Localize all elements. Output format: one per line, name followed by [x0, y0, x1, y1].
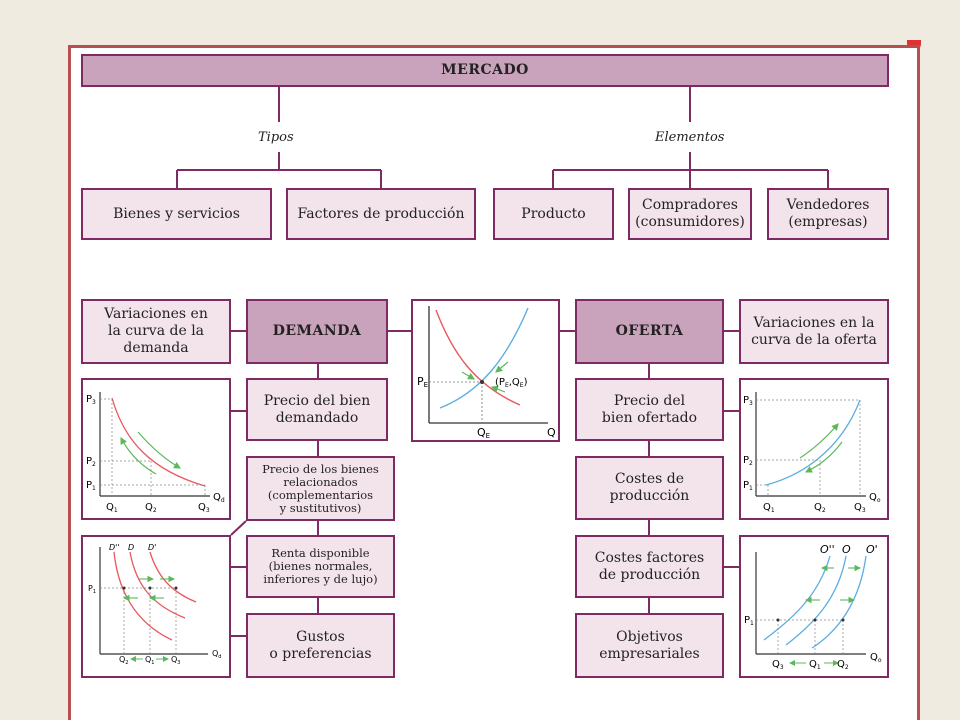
demand-move-p1: $P_1$ [86, 480, 96, 492]
supply-move-curve [766, 400, 860, 485]
supply-shift-curve-oo [812, 556, 866, 648]
demanda-renta-box: Renta disponible (bienes normales, inferiores y de lujo) [246, 535, 395, 598]
oferta-precio-box: Precio del bien ofertado [575, 378, 724, 441]
demanda-box: DEMANDA [246, 299, 388, 364]
supply-move-p3: $P_3$ [743, 395, 753, 407]
demand-move-chart [86, 392, 225, 514]
supply-shift-point-1 [777, 619, 780, 622]
elemento-producto: Producto [493, 188, 614, 240]
demand-move-axis-q: $Q_d$ [213, 492, 225, 504]
demanda-variaciones-box: Variaciones en la curva de la demanda [81, 299, 231, 364]
equilibrium-point [480, 380, 484, 384]
equilibrium-axis-q: Q [547, 426, 556, 439]
demand-shift-point-1 [123, 587, 126, 590]
oferta-variaciones-box: Variaciones en la curva de la oferta [739, 299, 889, 364]
equilibrium-p-label: PE [417, 375, 429, 389]
supply-move-chart [743, 392, 881, 514]
demand-shift-axis-q: $Q_d$ [212, 649, 222, 660]
supply-shift-curve-ooo [764, 556, 830, 640]
supply-shift-label-oo: O' [866, 543, 878, 556]
mercado-box: MERCADO [81, 54, 889, 87]
supply-shift-q1: $Q_1$ [809, 659, 821, 671]
tipo-factores-produccion: Factores de producción [286, 188, 476, 240]
demand-move-arrow-down [138, 432, 180, 468]
supply-move-p1: $P_1$ [743, 480, 753, 492]
demanda-relacionados-box: Precio de los bienes relacionados (complementarios y sustitutivos) [246, 456, 395, 521]
tipos-label: Tipos [258, 130, 294, 145]
demand-move-arrow-up [121, 438, 156, 474]
supply-shift-q2: $Q_2$ [837, 659, 849, 671]
elementos-label: Elementos [655, 130, 725, 145]
demanda-gustos-box: Gustos o preferencias [246, 613, 395, 678]
elemento-vendedores: Vendedores (empresas) [767, 188, 889, 240]
oferta-costes-box: Costes de producción [575, 456, 724, 520]
supply-shift-point-2 [814, 619, 817, 622]
tipo-bienes-servicios: Bienes y servicios [81, 188, 272, 240]
elemento-compradores: Compradores (consumidores) [628, 188, 752, 240]
demand-shift-label-ddd: D'' [109, 543, 120, 552]
supply-shift-point-3 [842, 619, 845, 622]
oferta-box: OFERTA [575, 299, 724, 364]
demand-move-p3: $P_3$ [86, 394, 96, 406]
demand-move-curve [112, 398, 205, 486]
demand-shift-point-3 [175, 587, 178, 590]
supply-shift-label-ooo: O'' [820, 543, 835, 556]
supply-shift-p1: $P_1$ [744, 615, 754, 627]
supply-move-q1: $Q_1$ [763, 502, 775, 514]
equilibrium-supply-curve [440, 308, 528, 408]
demand-move-q3: $Q_3$ [198, 502, 210, 514]
equilibrium-demand-curve [436, 310, 520, 405]
supply-shift-chart [744, 543, 882, 671]
demand-shift-curve-ddd [114, 552, 172, 640]
equilibrium-arrow-left [462, 372, 474, 379]
equilibrium-point-label: $(P_E,Q_E)$ [495, 377, 528, 389]
oferta-costes-factores-box: Costes factores de producción [575, 535, 724, 598]
demand-shift-p1: $P_1$ [88, 584, 97, 595]
demand-move-q2: $Q_2$ [145, 502, 157, 514]
supply-move-axis-q: $Q_o$ [869, 492, 881, 504]
equilibrium-q-label: QE [477, 426, 491, 440]
demand-shift-label-d: D [128, 543, 135, 552]
demand-shift-chart [88, 543, 221, 666]
demand-shift-q1: $Q_1$ [145, 655, 155, 666]
demand-shift-q3: $Q_3$ [171, 655, 181, 666]
demand-shift-q2: $Q_2$ [119, 655, 129, 666]
equilibrium-chart [417, 306, 556, 440]
demand-move-p2: $P_2$ [86, 456, 96, 468]
demand-shift-curve-dd [150, 552, 196, 602]
demand-shift-curve-d [130, 552, 185, 618]
supply-move-q3: $Q_3$ [854, 502, 866, 514]
supply-shift-axis-q: $Q_o$ [870, 652, 882, 664]
supply-move-q2: $Q_2$ [814, 502, 826, 514]
demand-shift-label-dd: D' [148, 543, 157, 552]
oferta-objetivos-box: Objetivos empresariales [575, 613, 724, 678]
demand-shift-point-2 [149, 587, 152, 590]
supply-move-arrow-down [806, 442, 842, 472]
supply-shift-q3: $Q_3$ [772, 659, 784, 671]
supply-shift-label-o: O [842, 543, 851, 556]
demand-move-q1: $Q_1$ [106, 502, 118, 514]
supply-move-p2: $P_2$ [743, 455, 753, 467]
demanda-precio-box: Precio del bien demandado [246, 378, 388, 441]
